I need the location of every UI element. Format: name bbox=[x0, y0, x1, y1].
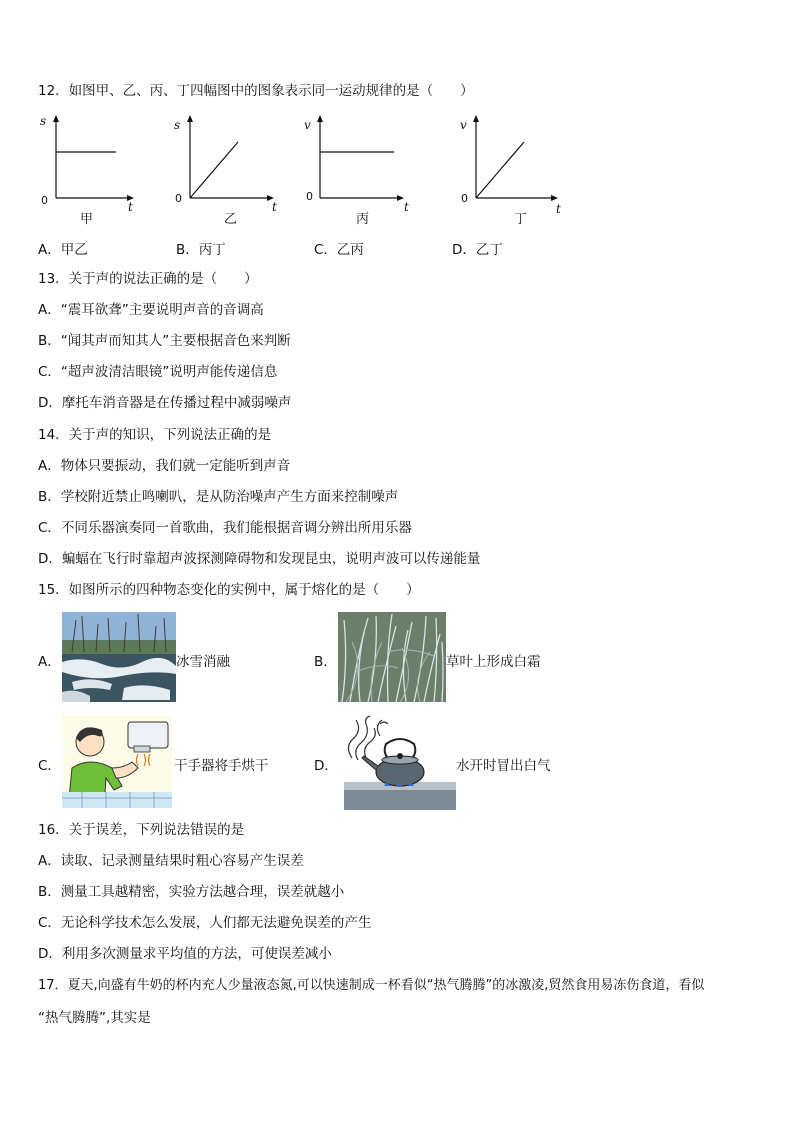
q15-option-b-letter: B． bbox=[314, 654, 337, 670]
graph-bing-name: 丙 bbox=[356, 212, 370, 227]
q13-option-c: C．“超声波清洁眼镜”说明声能传递信息 bbox=[38, 364, 278, 380]
graph-yi-x-label: t bbox=[272, 200, 277, 214]
q16-option-c: C．无论科学技术怎么发展，人们都无法避免误差的产生 bbox=[38, 915, 372, 931]
graph-yi-origin: 0 bbox=[175, 192, 182, 205]
graph-yi-name: 乙 bbox=[224, 212, 238, 227]
q13-option-b: B．“闻其声而知其人”主要根据音色来判断 bbox=[38, 333, 291, 349]
graph-bing-y-label: v bbox=[304, 118, 311, 132]
graph-jia-y-label: s bbox=[40, 114, 47, 128]
graph-jia-x-label: t bbox=[128, 200, 133, 214]
q12-option-d: D．乙丁 bbox=[452, 242, 503, 258]
graph-jia-name: 甲 bbox=[80, 212, 94, 227]
graph-bing-x-label: t bbox=[404, 200, 409, 214]
graph-jia bbox=[38, 112, 181, 228]
q13-option-a: A．“震耳欲聋”主要说明声音的音调高 bbox=[38, 302, 264, 318]
q17-stem-line-2: “热气腾腾”,其实是 bbox=[38, 1010, 151, 1026]
graph-ding bbox=[458, 112, 598, 228]
q15-stem: 15．如图所示的四种物态变化的实例中，属于熔化的是（ ） bbox=[38, 582, 420, 598]
graph-bing bbox=[304, 112, 444, 228]
q12-option-a: A．甲乙 bbox=[38, 242, 88, 258]
graph-ding-plot bbox=[458, 112, 568, 212]
graph-bing-origin: 0 bbox=[306, 190, 313, 203]
graph-ding-x-label: t bbox=[556, 202, 561, 216]
q17-stem-line-1: 17．夏天,向盛有牛奶的杯内充人少量液态氮,可以快速制成一杯看似“热气腾腾”的冰激凌,贸然食用易冻伤食道，看似 bbox=[38, 978, 705, 993]
graph-ding-y-label: v bbox=[460, 118, 467, 132]
graph-yi bbox=[172, 112, 312, 228]
q12-option-b: B．丙丁 bbox=[176, 242, 226, 258]
q15-option-d-letter: D． bbox=[314, 758, 338, 774]
q16-stem: 16．关于误差，下列说法错误的是 bbox=[38, 822, 245, 838]
frost-on-grass-picture bbox=[338, 612, 446, 702]
q15-option-d-caption: 水开时冒出白气 bbox=[456, 758, 551, 774]
q14-option-c: C．不同乐器演奏同一首歌曲，我们能根据音调分辨出所用乐器 bbox=[38, 520, 412, 536]
ice-melting-picture bbox=[62, 612, 176, 702]
q14-stem: 14．关于声的知识，下列说法正确的是 bbox=[38, 427, 272, 443]
graph-bing-plot bbox=[304, 112, 414, 212]
q15-option-a-letter: A． bbox=[38, 654, 61, 670]
q16-option-a: A．读取、记录测量结果时粗心容易产生误差 bbox=[38, 853, 304, 869]
q15-option-c-caption: 干手器将手烘干 bbox=[174, 758, 269, 774]
q15-option-b-caption: 草叶上形成白霜 bbox=[446, 654, 541, 670]
q12-stem: 12．如图甲、乙、丙、丁四幅图中的图象表示同一运动规律的是（ ） bbox=[38, 83, 474, 99]
q15-option-c-letter: C． bbox=[38, 758, 61, 774]
q14-option-d: D．蝙蝠在飞行时靠超声波探测障碍物和发现昆虫，说明声波可以传递能量 bbox=[38, 551, 481, 567]
hand-dryer-picture bbox=[62, 716, 172, 808]
q16-option-b: B．测量工具越精密，实验方法越合理，误差就越小 bbox=[38, 884, 345, 900]
q13-option-d: D．摩托车消音器是在传播过程中减弱噪声 bbox=[38, 395, 292, 411]
boiling-kettle-picture bbox=[344, 714, 456, 810]
graph-jia-origin: 0 bbox=[41, 194, 48, 207]
q14-option-a: A．物体只要振动，我们就一定能听到声音 bbox=[38, 458, 291, 474]
q16-option-d: D．利用多次测量求平均值的方法，可使误差减小 bbox=[38, 946, 332, 962]
q12-option-c: C．乙丙 bbox=[314, 242, 364, 258]
graph-yi-line bbox=[190, 142, 238, 198]
graph-ding-line bbox=[476, 142, 524, 198]
graph-ding-name: 丁 bbox=[514, 212, 528, 227]
graph-yi-y-label: s bbox=[174, 118, 181, 132]
q13-stem: 13．关于声的说法正确的是（ ） bbox=[38, 271, 258, 287]
q15-option-a-caption: 冰雪消融 bbox=[176, 654, 230, 670]
graph-yi-plot bbox=[172, 112, 282, 212]
graph-jia-plot bbox=[38, 112, 148, 212]
graph-ding-origin: 0 bbox=[461, 192, 468, 205]
q14-option-b: B．学校附近禁止鸣喇叭，是从防治噪声产生方面来控制噪声 bbox=[38, 489, 399, 505]
